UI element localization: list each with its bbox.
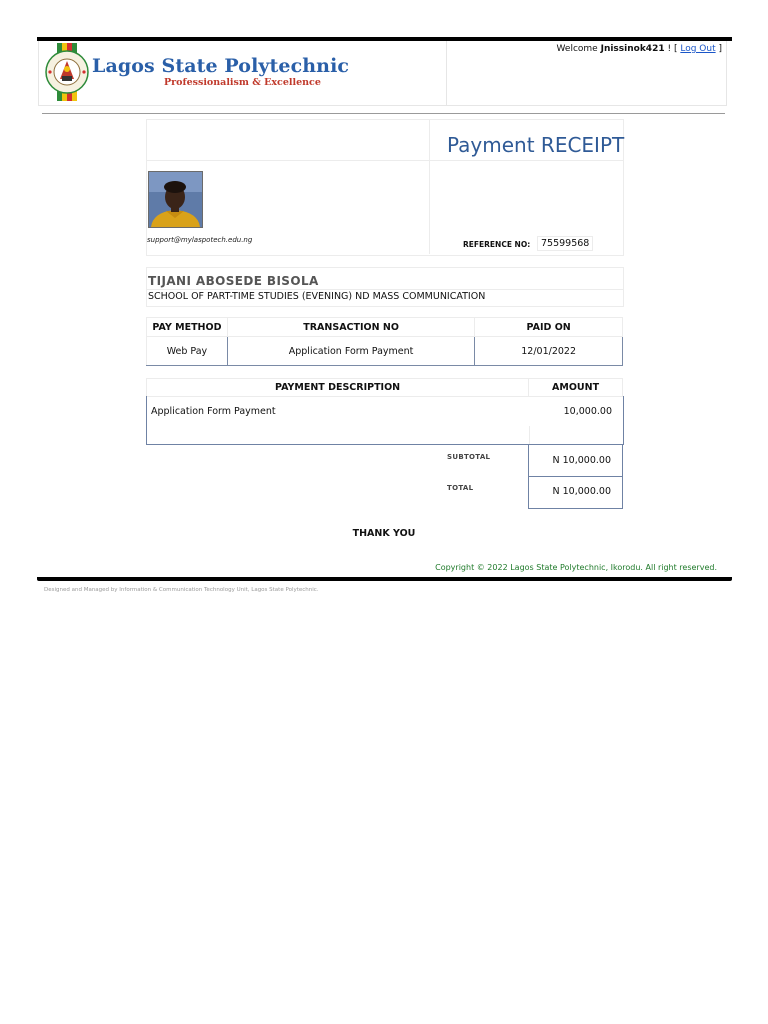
header-divider — [446, 41, 447, 105]
student-name: TIJANI ABOSEDE BISOLA — [148, 274, 319, 288]
col-transaction-no: TRANSACTION NO — [227, 318, 474, 337]
total-label: TOTAL — [447, 484, 474, 492]
lasu-polytechnic-crest-icon[interactable] — [45, 43, 91, 101]
student-programme: SCHOOL OF PART-TIME STUDIES (EVENING) ND MASS COMMUNICATION — [148, 291, 486, 302]
student-rule — [146, 289, 623, 290]
student-photo — [148, 171, 203, 228]
cell-transaction-no: Application Form Payment — [227, 337, 474, 366]
table-row — [147, 337, 623, 366]
subtotal-value: N 10,000.00 — [552, 455, 611, 466]
support-email: support@mylaspotech.edu.ng — [147, 236, 253, 244]
designed-by-text: Designed and Managed by Information & Communication Technology Unit, Lagos State Polytechnic. — [44, 587, 319, 593]
subtotal-label: SUBTOTAL — [447, 453, 491, 461]
receipt-title: Payment RECEIPT — [447, 133, 625, 157]
payment-table — [146, 317, 623, 366]
description-table — [146, 378, 623, 397]
header-underline — [42, 113, 725, 114]
brand-tagline: Professionalism & Excellence — [164, 77, 321, 88]
col-payment-description: PAYMENT DESCRIPTION — [147, 379, 529, 397]
logout-link[interactable]: Log Out — [680, 44, 716, 54]
cell-paid-on: 12/01/2022 — [475, 337, 623, 366]
col-amount: AMOUNT — [529, 379, 623, 397]
welcome-mid: ! [ — [667, 44, 678, 54]
receipt-header-rule — [146, 160, 623, 161]
item-amount: 10,000.00 — [563, 406, 612, 417]
description-body — [146, 396, 624, 445]
welcome-bar — [557, 44, 722, 54]
cell-pay-method: Web Pay — [147, 337, 228, 366]
reference-label: REFERENCE NO: — [463, 240, 531, 249]
total-value: N 10,000.00 — [552, 486, 611, 497]
receipt-header-divider — [429, 119, 430, 254]
brand-title: Lagos State Polytechnic — [92, 55, 350, 77]
welcome-prefix: Welcome — [556, 44, 598, 54]
footer-rule — [37, 577, 732, 581]
col-paid-on: PAID ON — [475, 318, 623, 337]
col-pay-method: PAY METHOD — [147, 318, 228, 337]
thank-you-text: THANK YOU — [352, 528, 416, 539]
description-header-row — [147, 379, 623, 397]
item-description: Application Form Payment — [151, 406, 276, 417]
username: Jnissinok421 — [600, 44, 665, 54]
payment-header-row — [147, 318, 623, 337]
description-divider — [529, 426, 530, 444]
reference-number: 75599568 — [537, 236, 593, 251]
copyright-text: Copyright © 2022 Lagos State Polytechnic, Ikorodu. All right reserved. — [435, 563, 717, 572]
welcome-suffix: ] — [718, 44, 722, 54]
